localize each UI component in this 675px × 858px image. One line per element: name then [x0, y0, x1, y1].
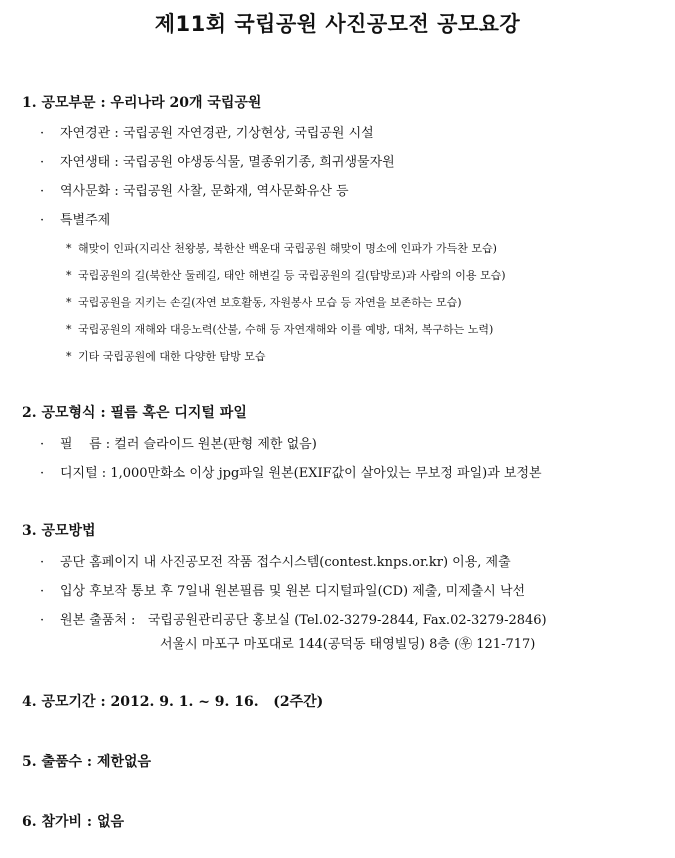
asterisk-icon: *	[66, 269, 72, 282]
list-item	[40, 122, 374, 141]
list-item-text: 필 름 : 컬러 슬라이드 원본(판형 제한 없음)	[60, 437, 317, 452]
list-item-text: 특별주제	[60, 213, 111, 228]
bullet-icon: ·	[40, 437, 45, 452]
sub-item	[66, 321, 493, 337]
bullet-icon: ·	[40, 213, 45, 228]
section-heading-method: 3. 공모방법	[22, 523, 96, 539]
sub-item-text: 국립공원을 지키는 손길(자연 보호활동, 자원봉사 모습 등 자연을 보존하는 모습)	[78, 296, 462, 309]
bullet-icon: ·	[40, 126, 45, 141]
list-item-text: 입상 후보작 통보 후 7일내 원본필름 및 원본 디지털파일(CD) 제출, 미제출시 낙선	[60, 584, 526, 599]
list-item	[40, 580, 525, 599]
section-heading-fee: 6. 참가비 : 없음	[22, 814, 125, 830]
sub-item	[66, 267, 506, 283]
section-heading-category: 1. 공모부문 : 우리나라 20개 국립공원	[22, 95, 262, 111]
section-heading-count: 5. 출품수 : 제한없음	[22, 754, 152, 770]
sub-item	[66, 294, 462, 310]
asterisk-icon: *	[66, 296, 72, 309]
address-text: 서울시 마포구 마포대로 144(공덕동 태영빌딩) 8층 (㉾ 121-717)	[160, 637, 536, 652]
bullet-icon: ·	[40, 184, 45, 199]
page-title: 제11회 국립공원 사진공모전 공모요강	[154, 12, 521, 36]
list-item-text: 디지털 : 1,000만화소 이상 jpg파일 원본(EXIF값이 살아있는 무보정 파일)과 보정본	[60, 466, 542, 481]
list-item	[40, 151, 395, 170]
sub-item-text: 기타 국립공원에 대한 다양한 탐방 모습	[78, 350, 266, 363]
asterisk-icon: *	[66, 350, 72, 363]
list-item-text: 자연생태 : 국립공원 야생동식물, 멸종위기종, 희귀생물자원	[60, 155, 395, 170]
list-item-text: 공단 홈페이지 내 사진공모전 작품 접수시스템(contest.knps.or.kr) 이용, 제출	[60, 555, 511, 570]
sub-item	[66, 240, 497, 256]
section-heading-period: 4. 공모기간 : 2012. 9. 1. ~ 9. 16. (2주간)	[22, 694, 324, 710]
list-item	[40, 609, 547, 628]
list-item	[40, 551, 511, 570]
section-heading-format: 2. 공모형식 : 필름 혹은 디지털 파일	[22, 405, 247, 421]
list-item	[40, 433, 317, 452]
list-item-text: 자연경관 : 국립공원 자연경관, 기상현상, 국립공원 시설	[60, 126, 374, 141]
bullet-icon: ·	[40, 555, 45, 570]
sub-item	[66, 348, 266, 364]
list-item	[40, 180, 349, 199]
bullet-icon: ·	[40, 613, 45, 628]
list-item-text: 역사문화 : 국립공원 사찰, 문화재, 역사문화유산 등	[60, 184, 349, 199]
sub-item-text: 국립공원의 재해와 대응노력(산불, 수해 등 자연재해와 이를 예방, 대처, 복구하는 노력)	[78, 323, 494, 336]
asterisk-icon: *	[66, 323, 72, 336]
list-item-text: 원본 출품처 : 국립공원관리공단 홍보실 (Tel.02-3279-2844, Fax.02-3279-2846)	[60, 613, 547, 628]
list-item	[40, 462, 542, 481]
list-item	[40, 209, 110, 228]
asterisk-icon: *	[66, 242, 72, 255]
bullet-icon: ·	[40, 584, 45, 599]
sub-item-text: 국립공원의 길(북한산 둘레길, 태안 해변길 등 국립공원의 길(탐방로)과 사람의 이용 모습)	[78, 269, 506, 282]
sub-item-text: 해맞이 인파(지리산 천왕봉, 북한산 백운대 국립공원 해맞이 명소에 인파가 가득찬 모습)	[78, 242, 497, 255]
bullet-icon: ·	[40, 155, 45, 170]
bullet-icon: ·	[40, 466, 45, 481]
